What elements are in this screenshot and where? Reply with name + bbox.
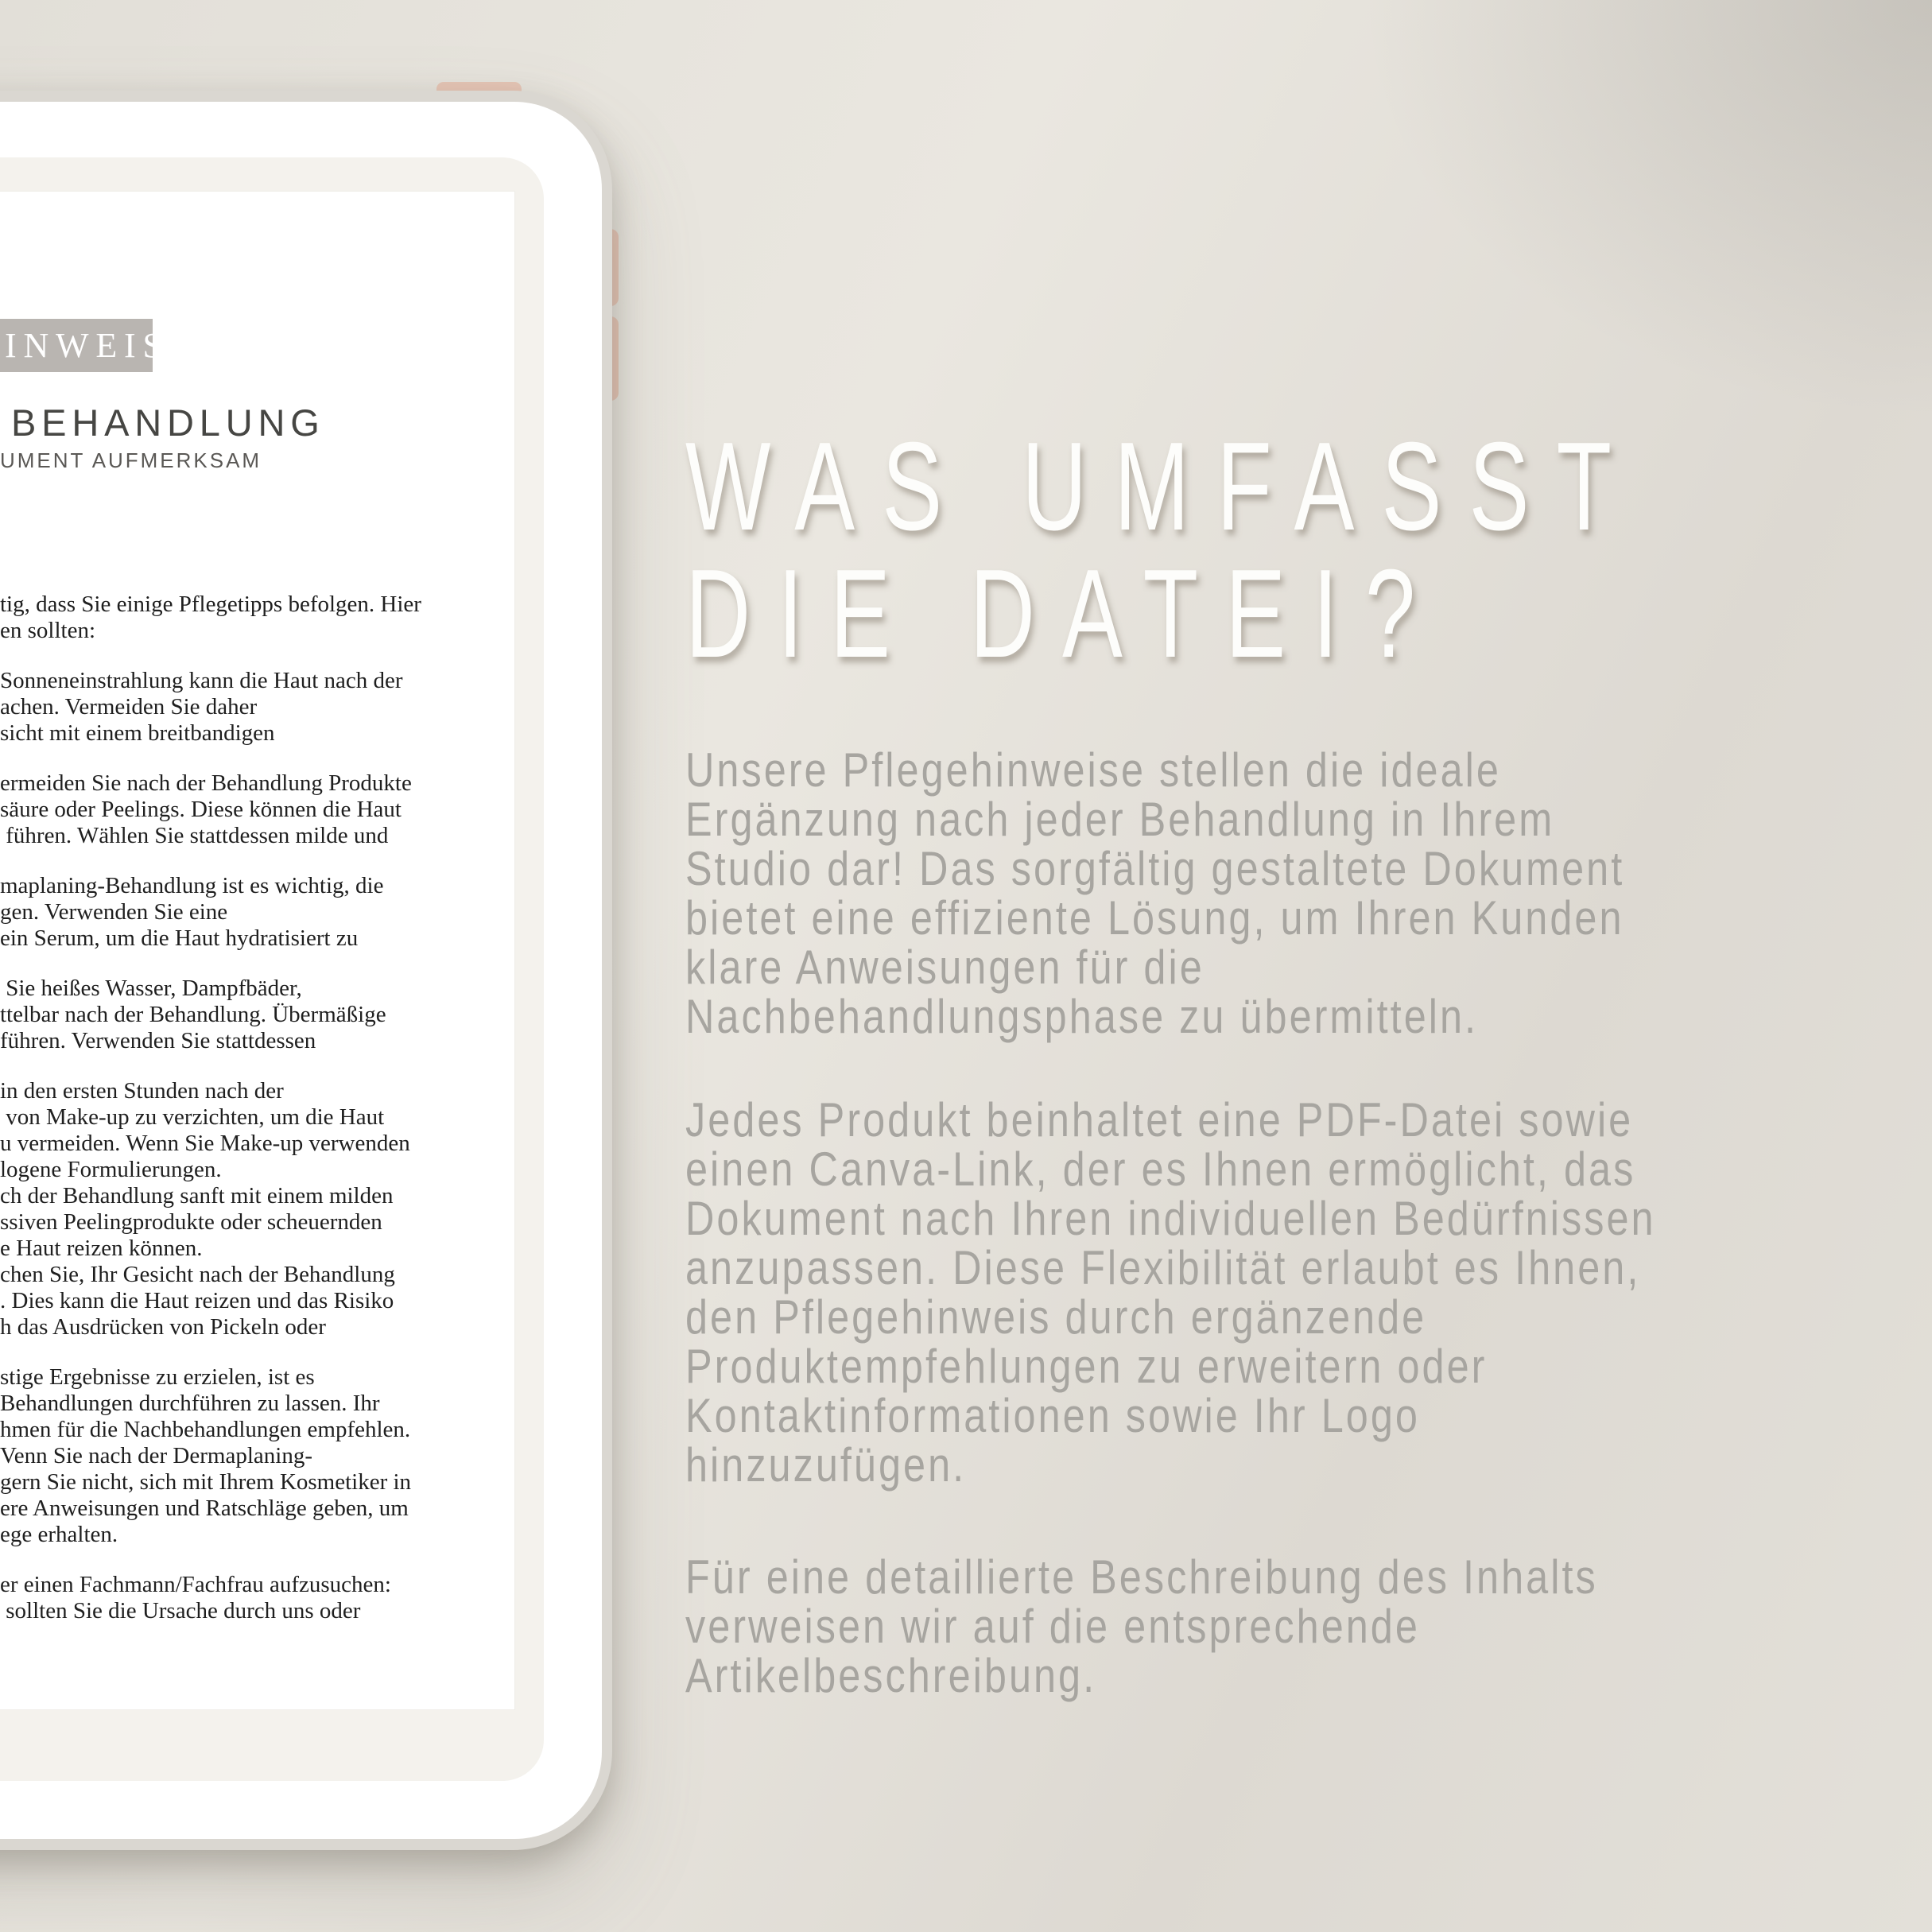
document-line: . Dies kann die Haut reizen und das Risiko	[0, 1288, 394, 1313]
document-line: säure oder Peelings. Diese können die Haut	[0, 797, 402, 822]
panel-heading-line: WAS UMFASST	[685, 417, 1639, 557]
document-line: achen. Vermeiden Sie daher	[0, 694, 258, 720]
panel-paragraph-3	[685, 1550, 1771, 1702]
panel-text-line: verweisen wir auf die entsprechende	[685, 1600, 1420, 1653]
document-line: maplaning-Behandlung ist es wichtig, die	[0, 873, 384, 898]
document-paragraph	[0, 1364, 514, 1548]
panel-heading	[685, 417, 1932, 684]
document-line: ttelbar nach der Behandlung. Übermäßige	[0, 1002, 386, 1027]
document-line: er einen Fachmann/Fachfrau aufzusuchen:	[0, 1572, 391, 1597]
document-paragraph	[0, 1572, 514, 1624]
document-line: h das Ausdrücken von Pickeln oder	[0, 1314, 326, 1340]
document-line: stige Ergebnisse zu erzielen, ist es	[0, 1364, 315, 1390]
document-badge	[0, 319, 169, 372]
document-line: e Haut reizen können.	[0, 1236, 203, 1261]
document-line: ein Serum, um die Haut hydratisiert zu	[0, 925, 359, 951]
document-line: tig, dass Sie einige Pflegetipps befolgen. Hier	[0, 592, 421, 617]
document-line: sollten Sie die Ursache durch uns oder	[0, 1598, 361, 1624]
document-line: Venn Sie nach der Dermaplaning-	[0, 1443, 312, 1468]
document-line: ssiven Peelingprodukte oder scheuernden	[0, 1209, 382, 1235]
document-line: Sonneneinstrahlung kann die Haut nach der	[0, 668, 403, 693]
panel-text-line: Studio dar! Das sorgfältig gestaltete Dokument	[685, 842, 1625, 895]
panel-text-line: Nachbehandlungsphase zu übermitteln.	[685, 990, 1479, 1043]
document-title: BEHANDLUNG	[11, 402, 325, 444]
panel-heading-line: DIE DATEI?	[685, 544, 1443, 684]
panel-text-line: hinzuzufügen.	[685, 1438, 967, 1492]
panel-text-line: Ergänzung nach jeder Behandlung in Ihrem	[685, 793, 1555, 846]
panel-text-line: den Pflegehinweis durch ergänzende	[685, 1290, 1427, 1344]
document-line: Sie heißes Wasser, Dampfbäder,	[0, 976, 302, 1001]
document-body	[0, 592, 514, 1624]
document-badge-label: INWEIS	[5, 326, 169, 365]
document-line: ch der Behandlung sanft mit einem milden	[0, 1183, 394, 1208]
panel-text-line: klare Anweisungen für die	[685, 941, 1205, 994]
document-line: sicht mit einem breitbandigen	[0, 720, 275, 746]
panel-text-line: Artikelbeschreibung.	[685, 1649, 1097, 1702]
document-line: chen Sie, Ihr Gesicht nach der Behandlung	[0, 1262, 395, 1287]
panel-text-line: einen Canva-Link, der es Ihnen ermöglicht, das	[685, 1143, 1636, 1196]
document-line: hmen für die Nachbehandlungen empfehlen.	[0, 1417, 411, 1442]
panel-text-line: Unsere Pflegehinweise stellen die ideale	[685, 743, 1501, 797]
document-line: führen. Wählen Sie stattdessen milde und	[0, 823, 389, 848]
document-line: Behandlungen durchführen zu lassen. Ihr	[0, 1391, 380, 1416]
document-line: von Make-up zu verzichten, um die Haut	[0, 1104, 385, 1130]
document-line: ere Anweisungen und Ratschläge geben, um	[0, 1496, 409, 1521]
document-line: gern Sie nicht, sich mit Ihrem Kosmetiker in	[0, 1469, 412, 1495]
panel-text-line: Für eine detaillierte Beschreibung des Inhalts	[685, 1550, 1598, 1604]
panel-paragraph-2	[685, 1093, 1841, 1492]
document-line: führen. Verwenden Sie stattdessen	[0, 1028, 316, 1053]
document-line: in den ersten Stunden nach der	[0, 1078, 284, 1104]
document-paragraph	[0, 1078, 514, 1340]
document-line: ege erhalten.	[0, 1522, 118, 1547]
panel-text-line: Kontaktinformationen sowie Ihr Logo	[685, 1389, 1420, 1442]
panel-text-line: Produktempfehlungen zu erweitern oder	[685, 1340, 1488, 1393]
document-paragraph	[0, 873, 514, 952]
document-paragraph	[0, 976, 514, 1054]
panel-paragraph-1	[685, 743, 1803, 1043]
document-line: gen. Verwenden Sie eine	[0, 899, 228, 925]
panel-text-line: bietet eine effiziente Lösung, um Ihren Kunden	[685, 891, 1624, 945]
panel-text-line: Jedes Produkt beinhaltet eine PDF-Datei sowie	[685, 1093, 1634, 1146]
document-paragraph	[0, 668, 514, 747]
document-line: ermeiden Sie nach der Behandlung Produkte	[0, 770, 412, 796]
document-paragraph	[0, 592, 514, 644]
document-paragraph	[0, 770, 514, 849]
document-subtitle: UMENT AUFMERKSAM	[0, 448, 262, 472]
panel-text-line: anzupassen. Diese Flexibilität erlaubt es Ihnen,	[685, 1241, 1641, 1294]
document-line: u vermeiden. Wenn Sie Make-up verwenden	[0, 1131, 410, 1156]
panel-text-line: Dokument nach Ihren individuellen Bedürfnissen	[685, 1192, 1656, 1245]
document-line: en sollten:	[0, 618, 96, 643]
document-line: logene Formulierungen.	[0, 1157, 222, 1182]
